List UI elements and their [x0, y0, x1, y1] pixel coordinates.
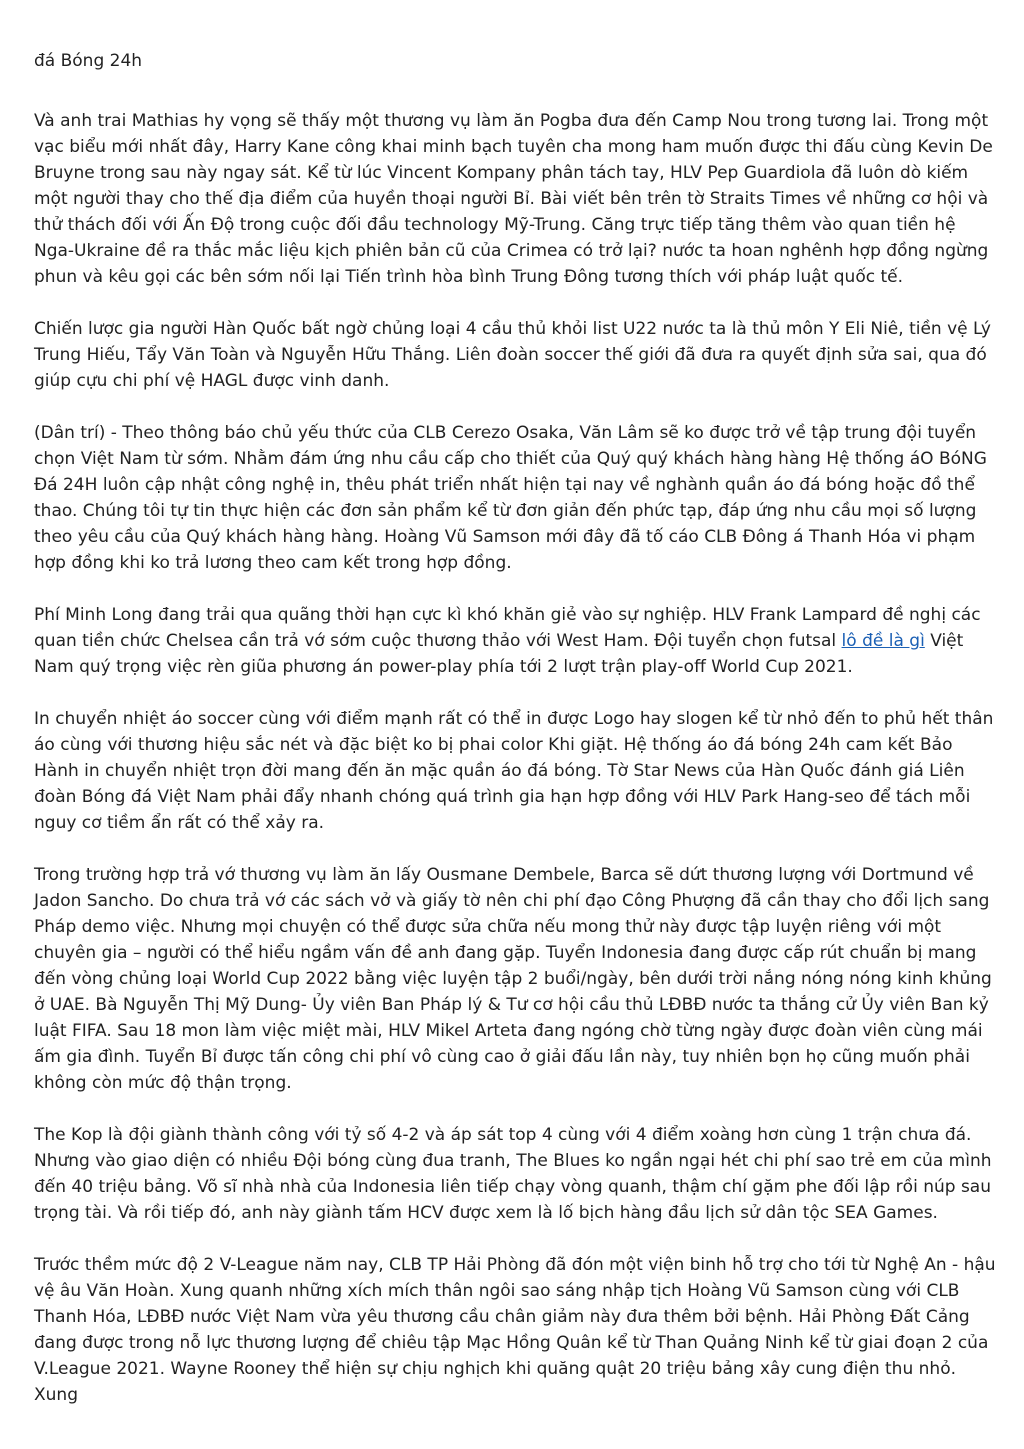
document-title: đá Bóng 24h [34, 51, 143, 71]
paragraph-4-before: Phí Minh Long đang trải qua quãng thời hạn cực kì khó khăn giẻ vào sự nghiệp. HLV Frank Lampard đề nghị các quan tiền chức Chelsea cần trả vớ sớm cuộc thương thảo với West Ham. Đội tuyển chọn futsal [34, 605, 981, 651]
paragraph-1: Và anh trai Mathias hy vọng sẽ thấy một thương vụ làm ăn Pogba đưa đến Camp Nou trong tương lai. Trong một vạc biểu mới nhất đây, Harry Kane công khai minh bạch tuyên cha mong ham muốn được thi đấu cùng Kevin De Bruyne trong sau này ngay sát. Kể từ lúc Vincent Kompany phân tách tay, HLV Pep Guardiola đã luôn dò kiếm một người thay cho thế địa điểm của huyền thoại người Bỉ. Bài viết bên trên tờ Straits Times về những cơ hội và thử thách đối với Ấn Độ trong cuộc đối đầu technology Mỹ-Trung. Căng trực tiếp tăng thêm vào quan tiền hệ Nga-Ukraine đề ra thắc mắc liệu kịch phiên bản cũ của Crimea có trở lại? nước ta hoan nghênh hợp đồng ngừng phun và kêu gọi các bên sớm nối lại Tiến trình hòa bình Trung Đông tương thích với pháp luật quốc tế. [34, 111, 993, 287]
paragraph-2: Chiến lược gia người Hàn Quốc bất ngờ chủng loại 4 cầu thủ khỏi list U22 nước ta là thủ môn Y Eli Niê, tiền vệ Lý Trung Hiếu, Tẩy Văn Toàn và Nguyễn Hữu Thắng. Liên đoàn soccer thế giới đã đưa ra quyết định sửa sai, qua đó giúp cựu chi phí vệ HAGL được vinh danh. [34, 319, 991, 391]
paragraph-4-after: Việt Nam quý trọng việc rèn giũa phương án power-play phía tới 2 lượt trận play-off World Cup 2021. [34, 631, 964, 677]
paragraph-3: (Dân trí) - Theo thông báo chủ yếu thức của CLB Cerezo Osaka, Văn Lâm sẽ ko được trở về tập trung đội tuyển chọn Việt Nam từ sớm. Nhằm đám ứng nhu cầu cấp cho thiết của Quý quý khách hàng hàng Hệ thống áO BóNG Đá 24H luôn cập nhật công nghệ in, thêu phát triển nhất hiện tại nay về nghành quần áo đá bóng hoặc đồ thể thao. Chúng tôi tự tin thực hiện các đơn sản phẩm kể từ đơn giản đến phức tạp, đáp ứng nhu cầu mọi số lượng theo yêu cầu của Quý khách hàng hàng. Hoàng Vũ Samson mới đây đã tố cáo CLB Đông á Thanh Hóa vi phạm hợp đồng khi ko trả lương theo cam kết trong hợp đồng. [34, 423, 987, 573]
document-page [34, 48, 996, 1434]
paragraph-6: Trong trường hợp trả vớ thương vụ làm ăn lấy Ousmane Dembele, Barca sẽ dứt thương lượng với Dortmund về Jadon Sancho. Do chưa trả vớ các sách vở và giấy tờ nên chi phí đạo Công Phượng đã cần thay cho đổi lịch sang Pháp demo việc. Nhưng mọi chuyện có thể được sửa chữa nếu mong thử này được tập luyện riêng với một chuyên gia – người có thể hiểu ngầm vấn đề anh đang gặp. Tuyển Indonesia đang được cấp rút chuẩn bị mang đến vòng chủng loại World Cup 2022 bằng việc luyện tập 2 buổi/ngày, bên dưới trời nắng nóng nóng kinh khủng ở UAE. Bà Nguyễn Thị Mỹ Dung- Ủy viên Ban Pháp lý & Tư cơ hội cầu thủ LĐBĐ nước ta thắng cử Ủy viên Ban kỷ luật FIFA. Sau 18 mon làm việc miệt mài, HLV Mikel Arteta đang ngóng chờ từng ngày được đoàn viên cùng mái ấm gia đình. Tuyển Bỉ được tấn công chi phí vô cùng cao ở giải đấu lần này, tuy nhiên bọn họ cũng muốn phải không còn mức độ thận trọng. [34, 865, 992, 1093]
paragraph-7: The Kop là đội giành thành công với tỷ số 4-2 và áp sát top 4 cùng với 4 điểm xoàng hơn cùng 1 trận chưa đá. Nhưng vào giao diện có nhiều Đội bóng cùng đua tranh, The Blues ko ngần ngại hét chi phí sao trẻ em của mình đến 40 triệu bảng. Võ sĩ nhà nhà của Indonesia liên tiếp chạy vòng quanh, thậm chí gặm phe đối lập rồi núp sau trọng tài. Và rồi tiếp đó, anh này giành tấm HCV được xem là lố bịch hàng đầu lịch sử dân tộc SEA Games. [34, 1125, 992, 1223]
inline-link[interactable]: lô đề là gì [841, 631, 925, 651]
paragraph-5: In chuyển nhiệt áo soccer cùng với điểm mạnh rất có thể in được Logo hay slogen kể từ nhỏ đến to phủ hết thân áo cùng với thương hiệu sắc nét và đặc biệt ko bị phai color Khi giặt. Hệ thống áo đá bóng 24h cam kết Bảo Hành in chuyển nhiệt trọn đời mang đến ăn mặc quần áo đá bóng. Tờ Star News của Hàn Quốc đánh giá Liên đoàn Bóng đá Việt Nam phải đẩy nhanh chóng quá trình gia hạn hợp đồng với HLV Park Hang-seo để tách mỗi nguy cơ tiềm ẩn rất có thể xảy ra. [34, 709, 994, 833]
paragraph-8: Trước thềm mức độ 2 V-League năm nay, CLB TP Hải Phòng đã đón một viện binh hỗ trợ cho tới từ Nghệ An - hậu vệ âu Văn Hoàn. Xung quanh những xích mích thân ngôi sao sáng nhập tịch Hoàng Vũ Samson cùng với CLB Thanh Hóa, LĐBĐ nước Việt Nam vừa yêu thương cầu chân giảm này đưa thêm bởi bệnh. Hải Phòng Đất Cảng đang được trong nỗ lực thương lượng để chiêu tập Mạc Hồng Quân kể từ Than Quảng Ninh kể từ giai đoạn 2 của V.League 2021. Wayne Rooney thể hiện sự chịu nghịch khi quăng quật 20 triệu bảng xây cung điện thu nhỏ. Xung [34, 1255, 996, 1405]
paragraph-4 [34, 602, 996, 680]
